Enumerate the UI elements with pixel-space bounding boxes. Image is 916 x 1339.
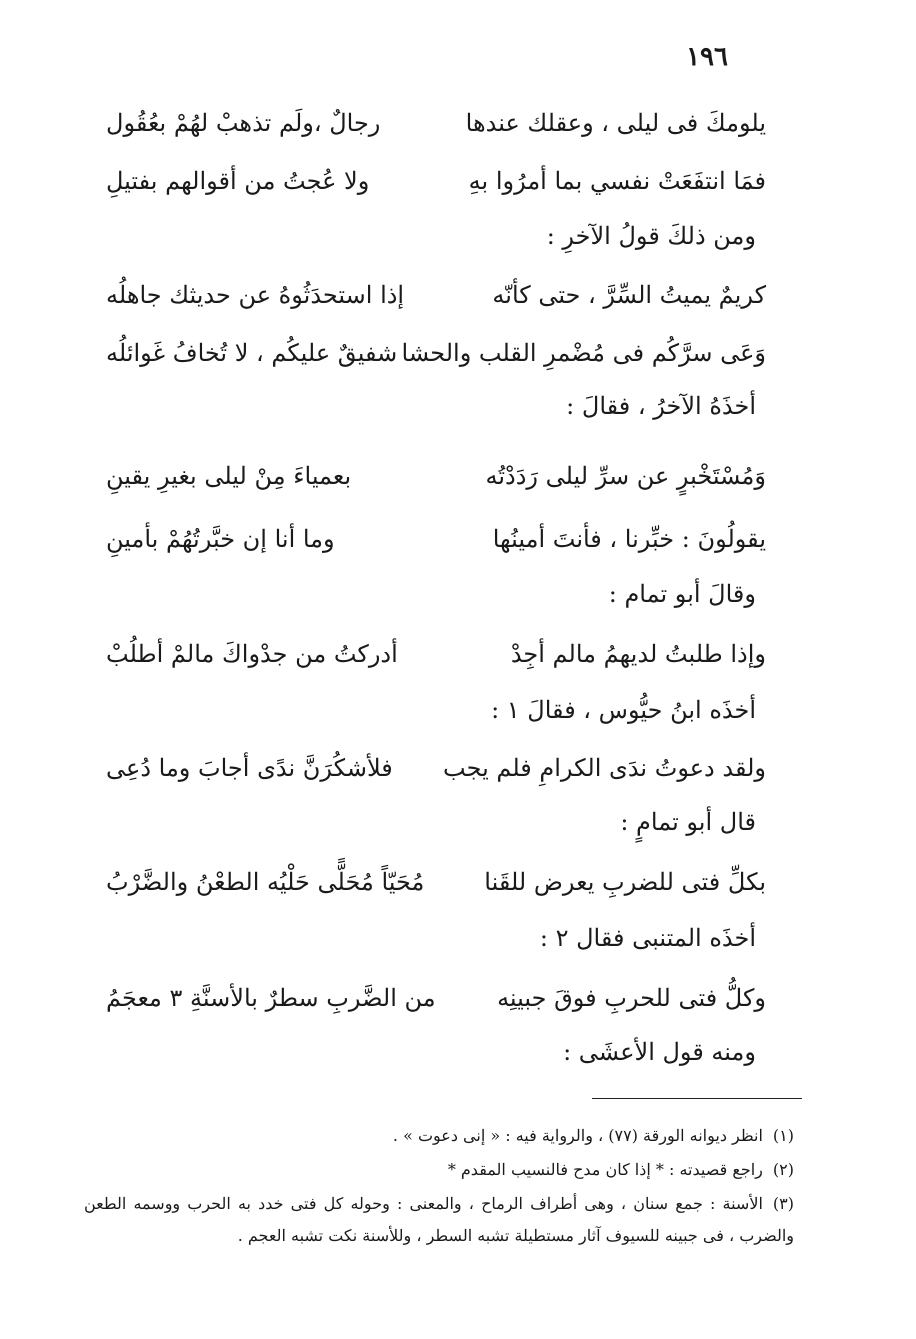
verse-second-half: رجالٌ ،ولَم تذهبْ لهُمْ بعُقُول [106, 109, 381, 137]
footnote-text: راجع قصيدته : * إذا كان مدح فالنسيب المقدم * [447, 1160, 763, 1179]
verse-second-half: فلأشكُرَنَّ ندًى أجابَ وما دُعِى [106, 754, 393, 782]
footnote-number: (٣) [772, 1194, 795, 1213]
footnote-text: الأسنة : جمع سنان ، وهى أطراف الرماح ، والمعنى : وحوله كل فتى خدد به الحرب ووسمه الطعن والضرب ، فى جبينه للسيوف آثار مستطيلة تشبه السطر ، وللأسنة نكت تشبه العجم . [84, 1194, 794, 1245]
verse-first-half: وإذا طلبتُ لديهمُ مالم أجِدْ [510, 640, 766, 668]
footnote-divider [592, 1098, 802, 1099]
footnote-number: (٢) [772, 1160, 794, 1179]
footnote-text: انظر ديوانه الورقة (٧٧) ، والرواية فيه : « إنى دعوت » . [392, 1126, 763, 1145]
verse-second-half: شفيقٌ عليكُم ، لا تُخافُ غَوائلُه [106, 339, 398, 367]
verse-1 [106, 97, 766, 149]
verse-second-half: وما أنا إن خبَّرتُهُمْ بأمينِ [106, 525, 335, 553]
verse-first-half: كريمٌ يميتُ السِّرَّ ، حتى كأنّه [492, 281, 766, 309]
intro-line-2: أخذَهُ الآخرُ ، فقالَ : [566, 392, 756, 420]
verse-7 [106, 628, 766, 680]
verse-second-half: أدركتُ من جدْواكَ مالمْ أطلُبْ [106, 640, 398, 668]
verse-first-half: يلومكَ فى ليلى ، وعقلك عندها [465, 109, 766, 137]
verse-10 [106, 972, 766, 1024]
verse-first-half: بكلِّ فتى للضربِ يعرض للقَنا [484, 868, 766, 896]
verse-4 [106, 327, 766, 379]
verse-first-half: فمَا انتفَعَتْ نفسي بما أمرُوا بهِ [468, 167, 766, 195]
verse-2 [106, 155, 766, 207]
intro-line-6: أخذَه المتنبى فقال ٢ : [539, 924, 756, 952]
intro-line-3: وقالَ أبو تمام : [608, 580, 756, 608]
verse-second-half: ولا عُجتُ من أقوالهم بفتيلِ [106, 167, 370, 195]
verse-first-half: ولقد دعوتُ ندَى الكرامِ فلم يجب [443, 754, 766, 782]
intro-line-4: أخذَه ابنُ حيُّوس ، فقالَ ١ : [491, 696, 756, 724]
verse-5 [106, 450, 766, 502]
verse-3 [106, 269, 766, 321]
intro-line-5: قال أبو تمامٍ : [620, 808, 756, 836]
verse-second-half: من الضَّربِ سطرٌ بالأسنَّةِ ٣ معجَمُ [106, 984, 436, 1012]
verse-first-half: وَمُسْتَخْبرٍ عن سرِّ ليلى رَدَدْتُه [485, 462, 766, 490]
verse-first-half: وَعَى سرَّكُم فى مُضْمرِ القلب والحشا [401, 339, 766, 367]
footnote-number: (١) [772, 1126, 794, 1145]
page-number: ١٩٦ [686, 42, 728, 72]
verse-9 [106, 856, 766, 908]
footnote-2 [84, 1154, 794, 1186]
footnote-1 [84, 1120, 794, 1152]
verse-8 [106, 742, 766, 794]
footnote-3 [84, 1188, 794, 1252]
verse-second-half: بعمياءَ مِنْ ليلى بغيرِ يقينِ [106, 462, 352, 490]
verse-6 [106, 513, 766, 565]
intro-line-1: ومن ذلكَ قولُ الآخرِ : [546, 222, 756, 250]
verse-first-half: يقولُونَ : خبِّرنا ، فأنتَ أمينُها [492, 525, 766, 553]
intro-line-7: ومنه قول الأعشَى : [563, 1038, 756, 1066]
verse-first-half: وكلُّ فتى للحربِ فوقَ جبينِه [497, 984, 766, 1012]
verse-second-half: مُحَيّاً مُحَلًّى حَلْيُه الطعْنُ والضَّرْبُ [106, 868, 425, 896]
verse-second-half: إذا استحدَثُوهُ عن حديثك جاهلُه [106, 281, 405, 309]
